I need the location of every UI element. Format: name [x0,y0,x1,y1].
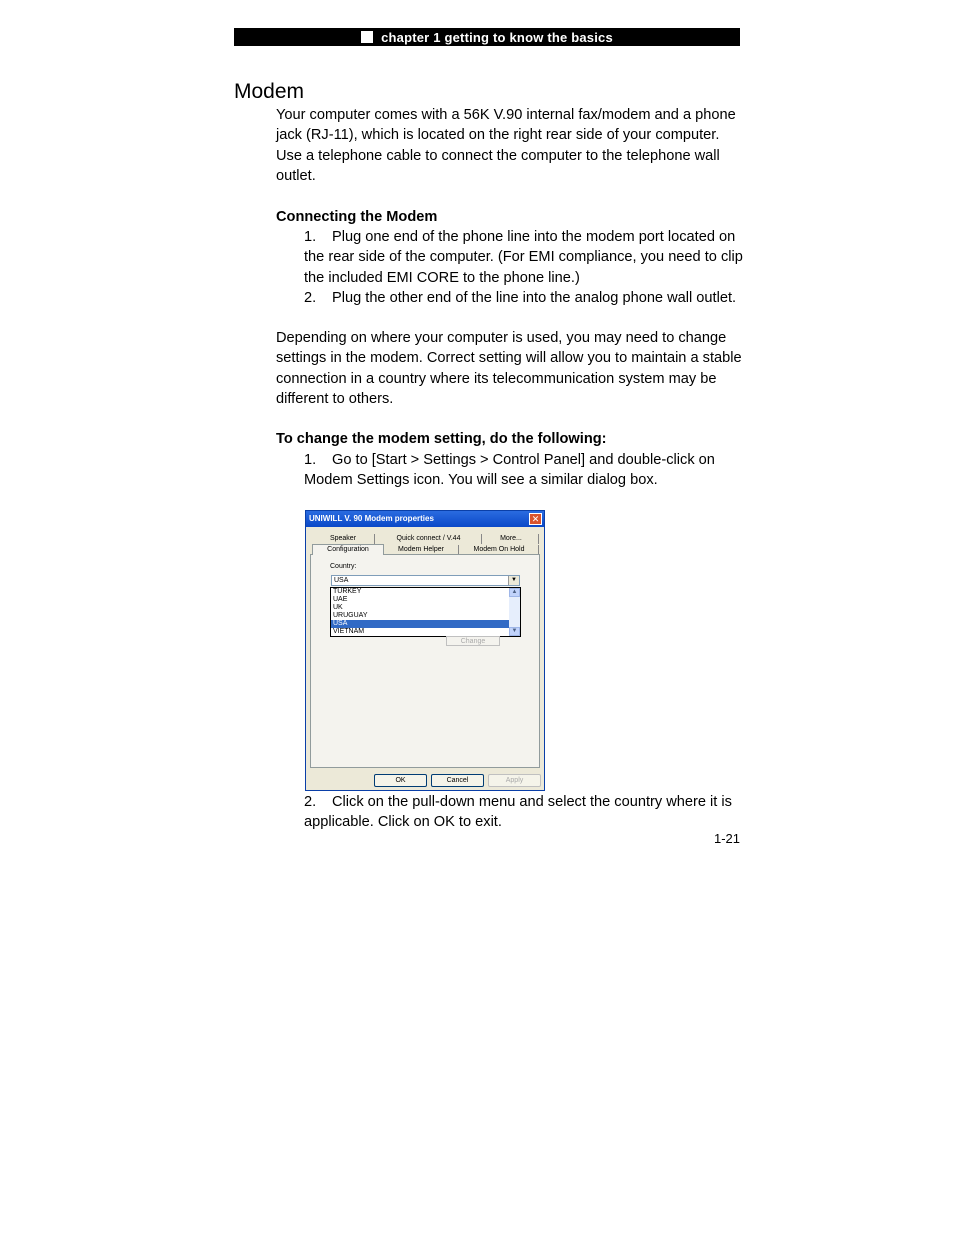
country-option[interactable]: UAE [333,596,348,603]
section-title: Modem [234,80,305,103]
connecting-step-1: 1. Plug one end of the phone line into the modem port located on the rear side of the computer. (For EMI compliance, you need to clip the included EMI CORE to the phone line.) [304,229,743,286]
chapter-header-bar [234,28,740,46]
country-selected-value: USA [334,577,349,584]
ok-button[interactable]: OK [374,774,427,787]
change-button[interactable]: Change [446,636,500,646]
country-option[interactable]: TURKEY [333,588,362,595]
country-option[interactable]: VIETNAM [333,628,365,635]
chapter-title: chapter 1 getting to know the basics [381,29,613,45]
tab-modem-on-hold[interactable]: Modem On Hold [460,545,539,555]
tab-modem-helper[interactable]: Modem Helper [384,545,459,555]
tab-more[interactable]: More... [484,534,539,544]
page-number: 1-21 [714,831,741,846]
change-heading: To change the modem setting, do the following: [276,431,607,447]
connecting-step-2: 2. Plug the other end of the line into the analog phone wall outlet. [304,289,737,306]
country-select[interactable] [331,575,520,586]
connecting-heading: Connecting the Modem [276,209,438,225]
chevron-down-icon[interactable]: ▼ [508,576,519,585]
scroll-down-icon[interactable]: ▼ [509,627,520,636]
change-step-2: 2. Click on the pull-down menu and select the country where it is applicable. Click on OK to exit. [304,794,732,831]
apply-button[interactable]: Apply [488,774,541,787]
tab-speaker[interactable]: Speaker [312,534,375,544]
country-label: Country: [330,563,357,570]
close-icon[interactable]: ✕ [529,513,542,525]
country-list-scrollbar[interactable] [509,588,520,636]
country-option[interactable]: UK [333,604,343,611]
cancel-button[interactable]: Cancel [431,774,484,787]
tab-configuration[interactable]: Configuration [312,544,384,555]
connecting-steps [304,227,744,308]
depending-paragraph: Depending on where your computer is used, you may need to change settings in the modem. Correct setting will allow you to maintain a stable connection in a country where its telecommunication system may be different to others. [276,330,742,407]
scroll-up-icon[interactable]: ▲ [509,588,520,597]
modem-properties-dialog [305,510,545,791]
dialog-title-bar: UNIWILL V. 90 Modem properties [306,511,544,527]
change-step-1: 1. Go to [Start > Settings > Control Panel] and double-click on Modem Settings icon. You will see a similar dialog box. [304,452,715,489]
country-dropdown-list[interactable] [330,587,521,637]
country-option[interactable]: URUGUAY [333,612,368,619]
country-option-selected[interactable]: USA [331,620,509,628]
intro-paragraph: Your computer comes with a 56K V.90 internal fax/modem and a phone jack (RJ-11), which is located on the right rear side of your computer. Use a telephone cable to connect the computer to the telephone wall outlet. [276,107,736,184]
header-square-icon [361,31,373,43]
tab-quick-connect[interactable]: Quick connect / V.44 [376,534,482,544]
